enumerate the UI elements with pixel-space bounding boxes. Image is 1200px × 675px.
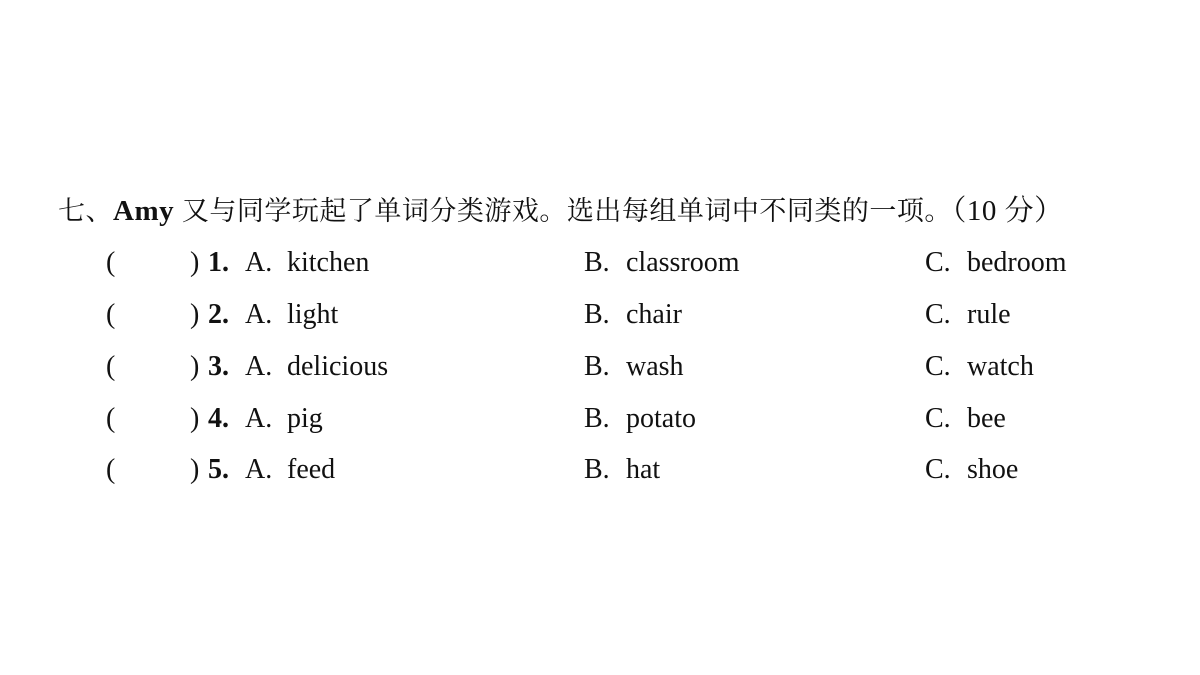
option-letter: C.: [925, 454, 951, 485]
question-row-5: [0, 450, 1200, 490]
option-word: bedroom: [967, 247, 1067, 278]
option-a: [245, 295, 338, 335]
section-title: [58, 190, 1064, 233]
option-letter: B.: [584, 454, 610, 485]
question-number: 5.: [208, 454, 229, 485]
answer-blank-open: (: [106, 403, 116, 434]
question-number: 2.: [208, 299, 229, 330]
option-word: potato: [626, 403, 696, 434]
option-word: classroom: [626, 247, 740, 278]
answer-blank-close: ): [190, 247, 200, 278]
option-letter: B.: [584, 351, 610, 382]
option-word: feed: [287, 454, 336, 485]
option-b: [584, 399, 696, 439]
option-letter: C.: [925, 247, 951, 278]
option-letter: A.: [245, 247, 273, 278]
option-word: kitchen: [287, 247, 370, 278]
option-letter: A.: [245, 299, 273, 330]
option-word: shoe: [967, 454, 1019, 485]
question-number: 1.: [208, 247, 229, 278]
answer-blank-open: (: [106, 454, 116, 485]
option-word: hat: [626, 454, 661, 485]
option-b: [584, 243, 740, 283]
option-letter: A.: [245, 351, 273, 382]
question-row-2: [0, 295, 1200, 335]
option-letter: C.: [925, 403, 951, 434]
option-c: [925, 243, 1067, 283]
option-letter: A.: [245, 454, 273, 485]
option-word: wash: [626, 351, 684, 382]
option-letter: B.: [584, 247, 610, 278]
option-word: bee: [967, 403, 1006, 434]
option-word: watch: [967, 351, 1034, 382]
option-a: [245, 243, 369, 283]
answer-blank-open: (: [106, 247, 116, 278]
answer-blank-open: (: [106, 299, 116, 330]
option-word: light: [287, 299, 339, 330]
answer-blank-close: ): [190, 351, 200, 382]
option-a: [245, 347, 388, 387]
question-row-1: [0, 243, 1200, 283]
section-score: （10 分）: [951, 195, 1064, 227]
section-prefix: 七、: [58, 196, 113, 227]
option-letter: C.: [925, 351, 951, 382]
option-b: [584, 450, 660, 490]
option-c: [925, 450, 1018, 490]
question-row-3: [0, 347, 1200, 387]
section-name-amy: Amy: [113, 195, 175, 227]
option-word: rule: [967, 299, 1011, 330]
option-b: [584, 347, 684, 387]
question-number: 4.: [208, 403, 229, 434]
option-c: [925, 399, 1006, 439]
section-instruction: 又与同学玩起了单词分类游戏。选出每组单词中不同类的一项。: [181, 196, 952, 227]
option-word: delicious: [287, 351, 389, 382]
question-number: 3.: [208, 351, 229, 382]
option-word: pig: [287, 403, 323, 434]
option-a: [245, 450, 335, 490]
option-letter: B.: [584, 403, 610, 434]
option-c: [925, 347, 1034, 387]
question-row-4: [0, 399, 1200, 439]
answer-blank-open: (: [106, 351, 116, 382]
answer-blank-close: ): [190, 403, 200, 434]
option-a: [245, 399, 323, 439]
answer-blank-close: ): [190, 299, 200, 330]
option-word: chair: [626, 299, 682, 330]
option-b: [584, 295, 682, 335]
option-letter: C.: [925, 299, 951, 330]
answer-blank-close: ): [190, 454, 200, 485]
option-letter: A.: [245, 403, 273, 434]
option-letter: B.: [584, 299, 610, 330]
option-c: [925, 295, 1011, 335]
